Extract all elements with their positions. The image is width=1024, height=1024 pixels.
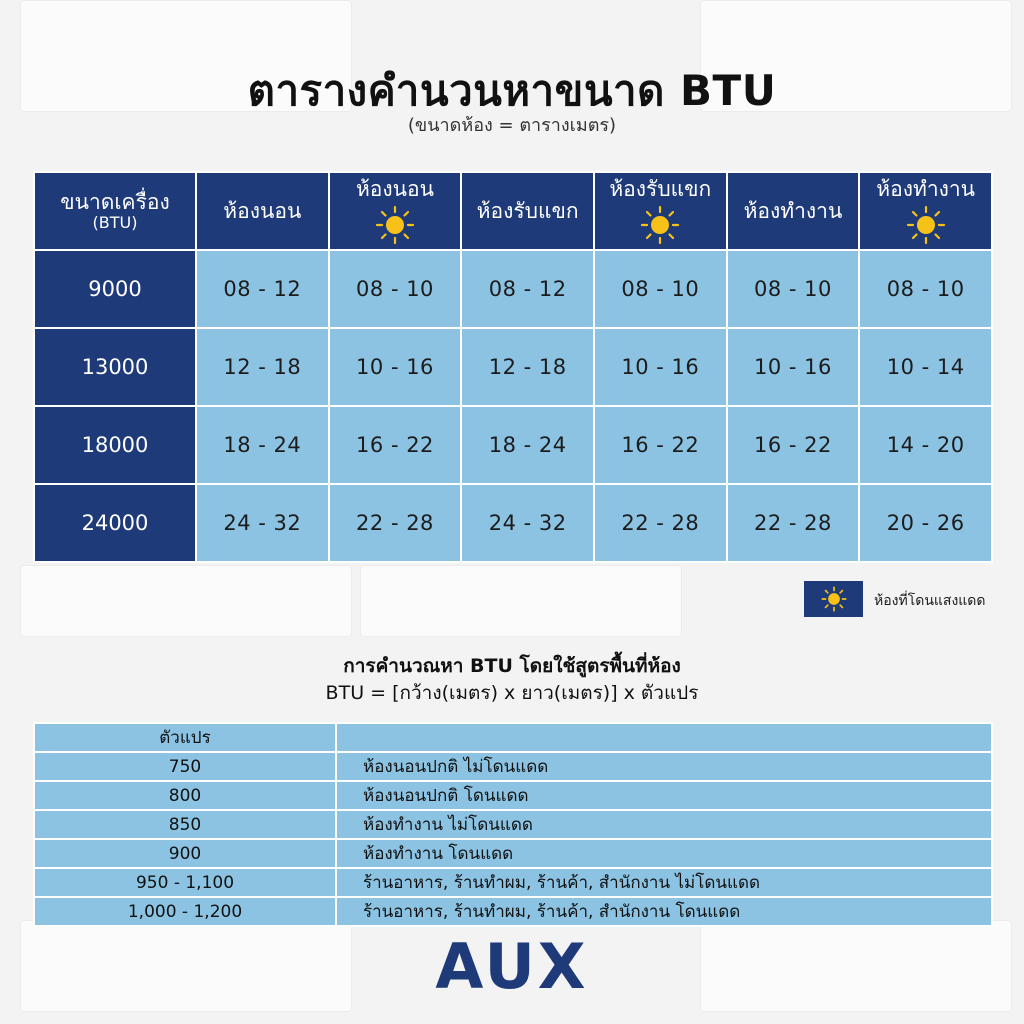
sun-icon — [640, 205, 680, 245]
background-panel — [360, 565, 682, 637]
variable-description: ร้านอาหาร, ร้านทำผม, ร้านค้า, สำนักงาน โดนแดด — [336, 897, 992, 926]
table-cell: 08 - 12 — [461, 250, 594, 328]
table-cell: 18 - 24 — [196, 406, 329, 484]
table-row — [34, 868, 992, 897]
table-header-row — [34, 723, 992, 752]
table-row — [34, 406, 992, 484]
page-subtitle: (ขนาดห้อง = ตารางเมตร) — [407, 115, 617, 136]
column-label: ห้องนอน — [355, 176, 434, 201]
variable-description: ห้องนอนปกติ ไม่โดนแดด — [336, 752, 992, 781]
legend-label: ห้องที่โดนแสงแดด — [874, 593, 986, 609]
table-cell: 16 - 22 — [727, 406, 860, 484]
variable-value: 900 — [34, 839, 336, 868]
column-label: ห้องทำงาน — [876, 176, 976, 201]
btu-value: 9000 — [34, 250, 196, 328]
table-cell: 16 - 22 — [329, 406, 462, 484]
variable-value: 850 — [34, 810, 336, 839]
variable-value: 1,000 - 1,200 — [34, 897, 336, 926]
formula-title: การคำนวณหา BTU โดยใช้สูตรพื้นที่ห้อง — [343, 655, 681, 677]
column-header — [461, 172, 594, 250]
table-cell: 10 - 16 — [594, 328, 727, 406]
sun-icon — [906, 205, 946, 245]
column-header — [859, 172, 992, 250]
table-cell: 24 - 32 — [461, 484, 594, 562]
table-cell: 16 - 22 — [594, 406, 727, 484]
background-panel — [20, 565, 352, 637]
corner-label: ขนาดเครื่อง — [60, 189, 170, 214]
sun-icon — [821, 586, 847, 612]
btu-table — [33, 171, 993, 563]
table-cell: 24 - 32 — [196, 484, 329, 562]
column-header — [329, 172, 462, 250]
aux-logo: AUX — [435, 930, 589, 1003]
table-cell: 08 - 10 — [329, 250, 462, 328]
column-label: ห้องทำงาน — [743, 198, 843, 223]
variable-description: ห้องทำงาน ไม่โดนแดด — [336, 810, 992, 839]
column-header — [727, 172, 860, 250]
btu-value: 18000 — [34, 406, 196, 484]
table-cell: 22 - 28 — [727, 484, 860, 562]
table-row — [34, 839, 992, 868]
column-label: ห้องนอน — [223, 198, 302, 223]
corner-unit: (BTU) — [92, 212, 138, 232]
table-cell: 10 - 14 — [859, 328, 992, 406]
column-label: ห้องรับแขก — [476, 198, 579, 223]
table-row — [34, 810, 992, 839]
variable-table — [33, 722, 993, 927]
page-title: ตารางคำนวนหาขนาด BTU — [247, 66, 777, 115]
column-label: ห้องรับแขก — [609, 176, 712, 201]
variable-value: 950 - 1,100 — [34, 868, 336, 897]
table-cell: 20 - 26 — [859, 484, 992, 562]
table-cell: 10 - 16 — [727, 328, 860, 406]
table-row — [34, 484, 992, 562]
btu-value: 13000 — [34, 328, 196, 406]
btu-value: 24000 — [34, 484, 196, 562]
table-cell: 12 - 18 — [196, 328, 329, 406]
table-cell: 22 - 28 — [329, 484, 462, 562]
corner-header — [34, 172, 196, 250]
table-cell: 08 - 10 — [594, 250, 727, 328]
variable-value: 800 — [34, 781, 336, 810]
table-row — [34, 781, 992, 810]
variable-description: ร้านอาหาร, ร้านทำผม, ร้านค้า, สำนักงาน ไม่โดนแดด — [336, 868, 992, 897]
table-cell: 08 - 10 — [727, 250, 860, 328]
variable-description: ห้องทำงาน โดนแดด — [336, 839, 992, 868]
column-header — [594, 172, 727, 250]
table-row — [34, 328, 992, 406]
table-row — [34, 250, 992, 328]
table-cell: 08 - 12 — [196, 250, 329, 328]
table-cell: 10 - 16 — [329, 328, 462, 406]
table-row — [34, 897, 992, 926]
legend-swatch — [804, 581, 863, 617]
formula-text: BTU = [กว้าง(เมตร) x ยาว(เมตร)] x ตัวแปร — [325, 682, 699, 704]
sun-icon — [375, 205, 415, 245]
column-header — [196, 172, 329, 250]
table-cell: 18 - 24 — [461, 406, 594, 484]
table-cell: 08 - 10 — [859, 250, 992, 328]
variable-header: ตัวแปร — [34, 723, 336, 752]
table-cell: 14 - 20 — [859, 406, 992, 484]
table-cell: 22 - 28 — [594, 484, 727, 562]
description-header — [336, 723, 992, 752]
variable-description: ห้องนอนปกติ โดนแดด — [336, 781, 992, 810]
table-row — [34, 752, 992, 781]
variable-value: 750 — [34, 752, 336, 781]
table-cell: 12 - 18 — [461, 328, 594, 406]
table-header-row — [34, 172, 992, 250]
